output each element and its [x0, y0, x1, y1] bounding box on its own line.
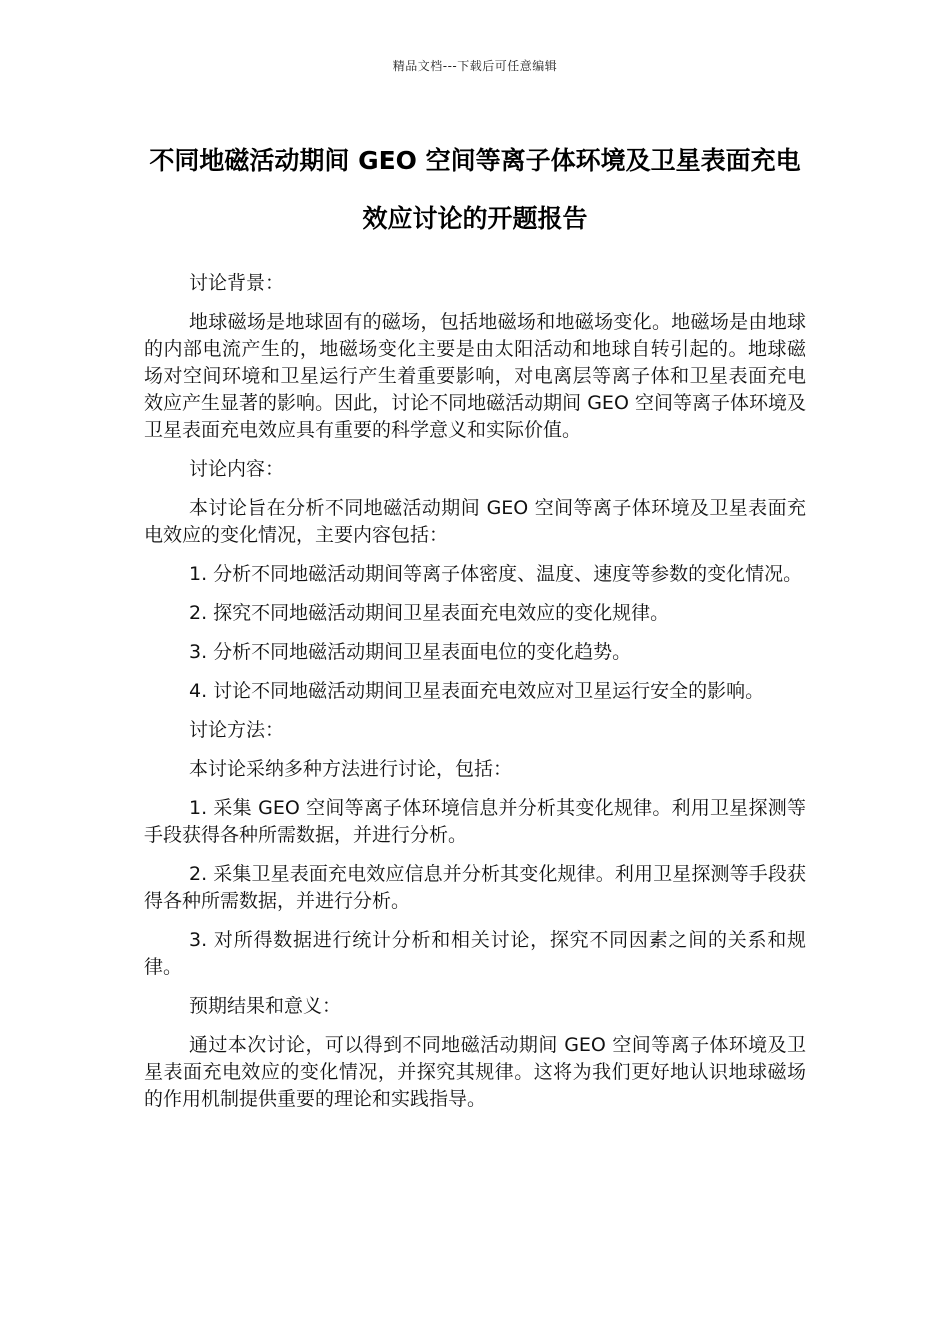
section-heading-background: 讨论背景： — [189, 272, 285, 294]
list-item-method-1: 1. 采集 GEO 空间等离子体环境信息并分析其变化规律。利用卫星探测等手段获得各种所需数据，并进行分析。 — [144, 797, 806, 846]
paragraph-background: 地球磁场是地球固有的磁场，包括地磁场和地磁场变化。地磁场是由地球的内部电流产生的，地磁场变化主要是由太阳活动和地球自转引起的。地球磁场对空间环境和卫星运行产生着重要影响，对电离层等离子体和卫星表面充电效应产生显著的影响。因此，讨论不同地磁活动期间 GEO 空间等离子体环境及卫星表面充电效应具有重要的科学意义和实际价值。 — [144, 311, 806, 441]
paragraph-method-intro: 本讨论采纳多种方法进行讨论，包括： — [189, 758, 513, 780]
document-body — [144, 270, 806, 1125]
section-heading-expected: 预期结果和意义： — [189, 995, 342, 1017]
paragraph-content-intro: 本讨论旨在分析不同地磁活动期间 GEO 空间等离子体环境及卫星表面充电效应的变化情况，主要内容包括： — [144, 497, 806, 546]
list-item-content-3: 3. 分析不同地磁活动期间卫星表面电位的变化趋势。 — [189, 641, 632, 663]
section-heading-content: 讨论内容： — [189, 458, 285, 480]
list-item-content-2: 2. 探究不同地磁活动期间卫星表面充电效应的变化规律。 — [189, 602, 670, 624]
header-note: 精品文档---下载后可任意编辑 — [392, 59, 558, 73]
paragraph-expected: 通过本次讨论，可以得到不同地磁活动期间 GEO 空间等离子体环境及卫星表面充电效应的变化情况，并探究其规律。这将为我们更好地认识地球磁场的作用机制提供重要的理论和实践指导。 — [144, 1034, 806, 1110]
list-item-content-4: 4. 讨论不同地磁活动期间卫星表面充电效应对卫星运行安全的影响。 — [189, 680, 765, 702]
section-heading-method: 讨论方法： — [189, 719, 285, 741]
list-item-method-3: 3. 对所得数据进行统计分析和相关讨论，探究不同因素之间的关系和规律。 — [144, 929, 806, 978]
document-title: 不同地磁活动期间 GEO 空间等离子体环境及卫星表面充电效应讨论的开题报告 — [149, 146, 801, 233]
list-item-method-2: 2. 采集卫星表面充电效应信息并分析其变化规律。利用卫星探测等手段获得各种所需数据，并进行分析。 — [144, 863, 806, 912]
list-item-content-1: 1. 分析不同地磁活动期间等离子体密度、温度、速度等参数的变化情况。 — [189, 563, 803, 585]
